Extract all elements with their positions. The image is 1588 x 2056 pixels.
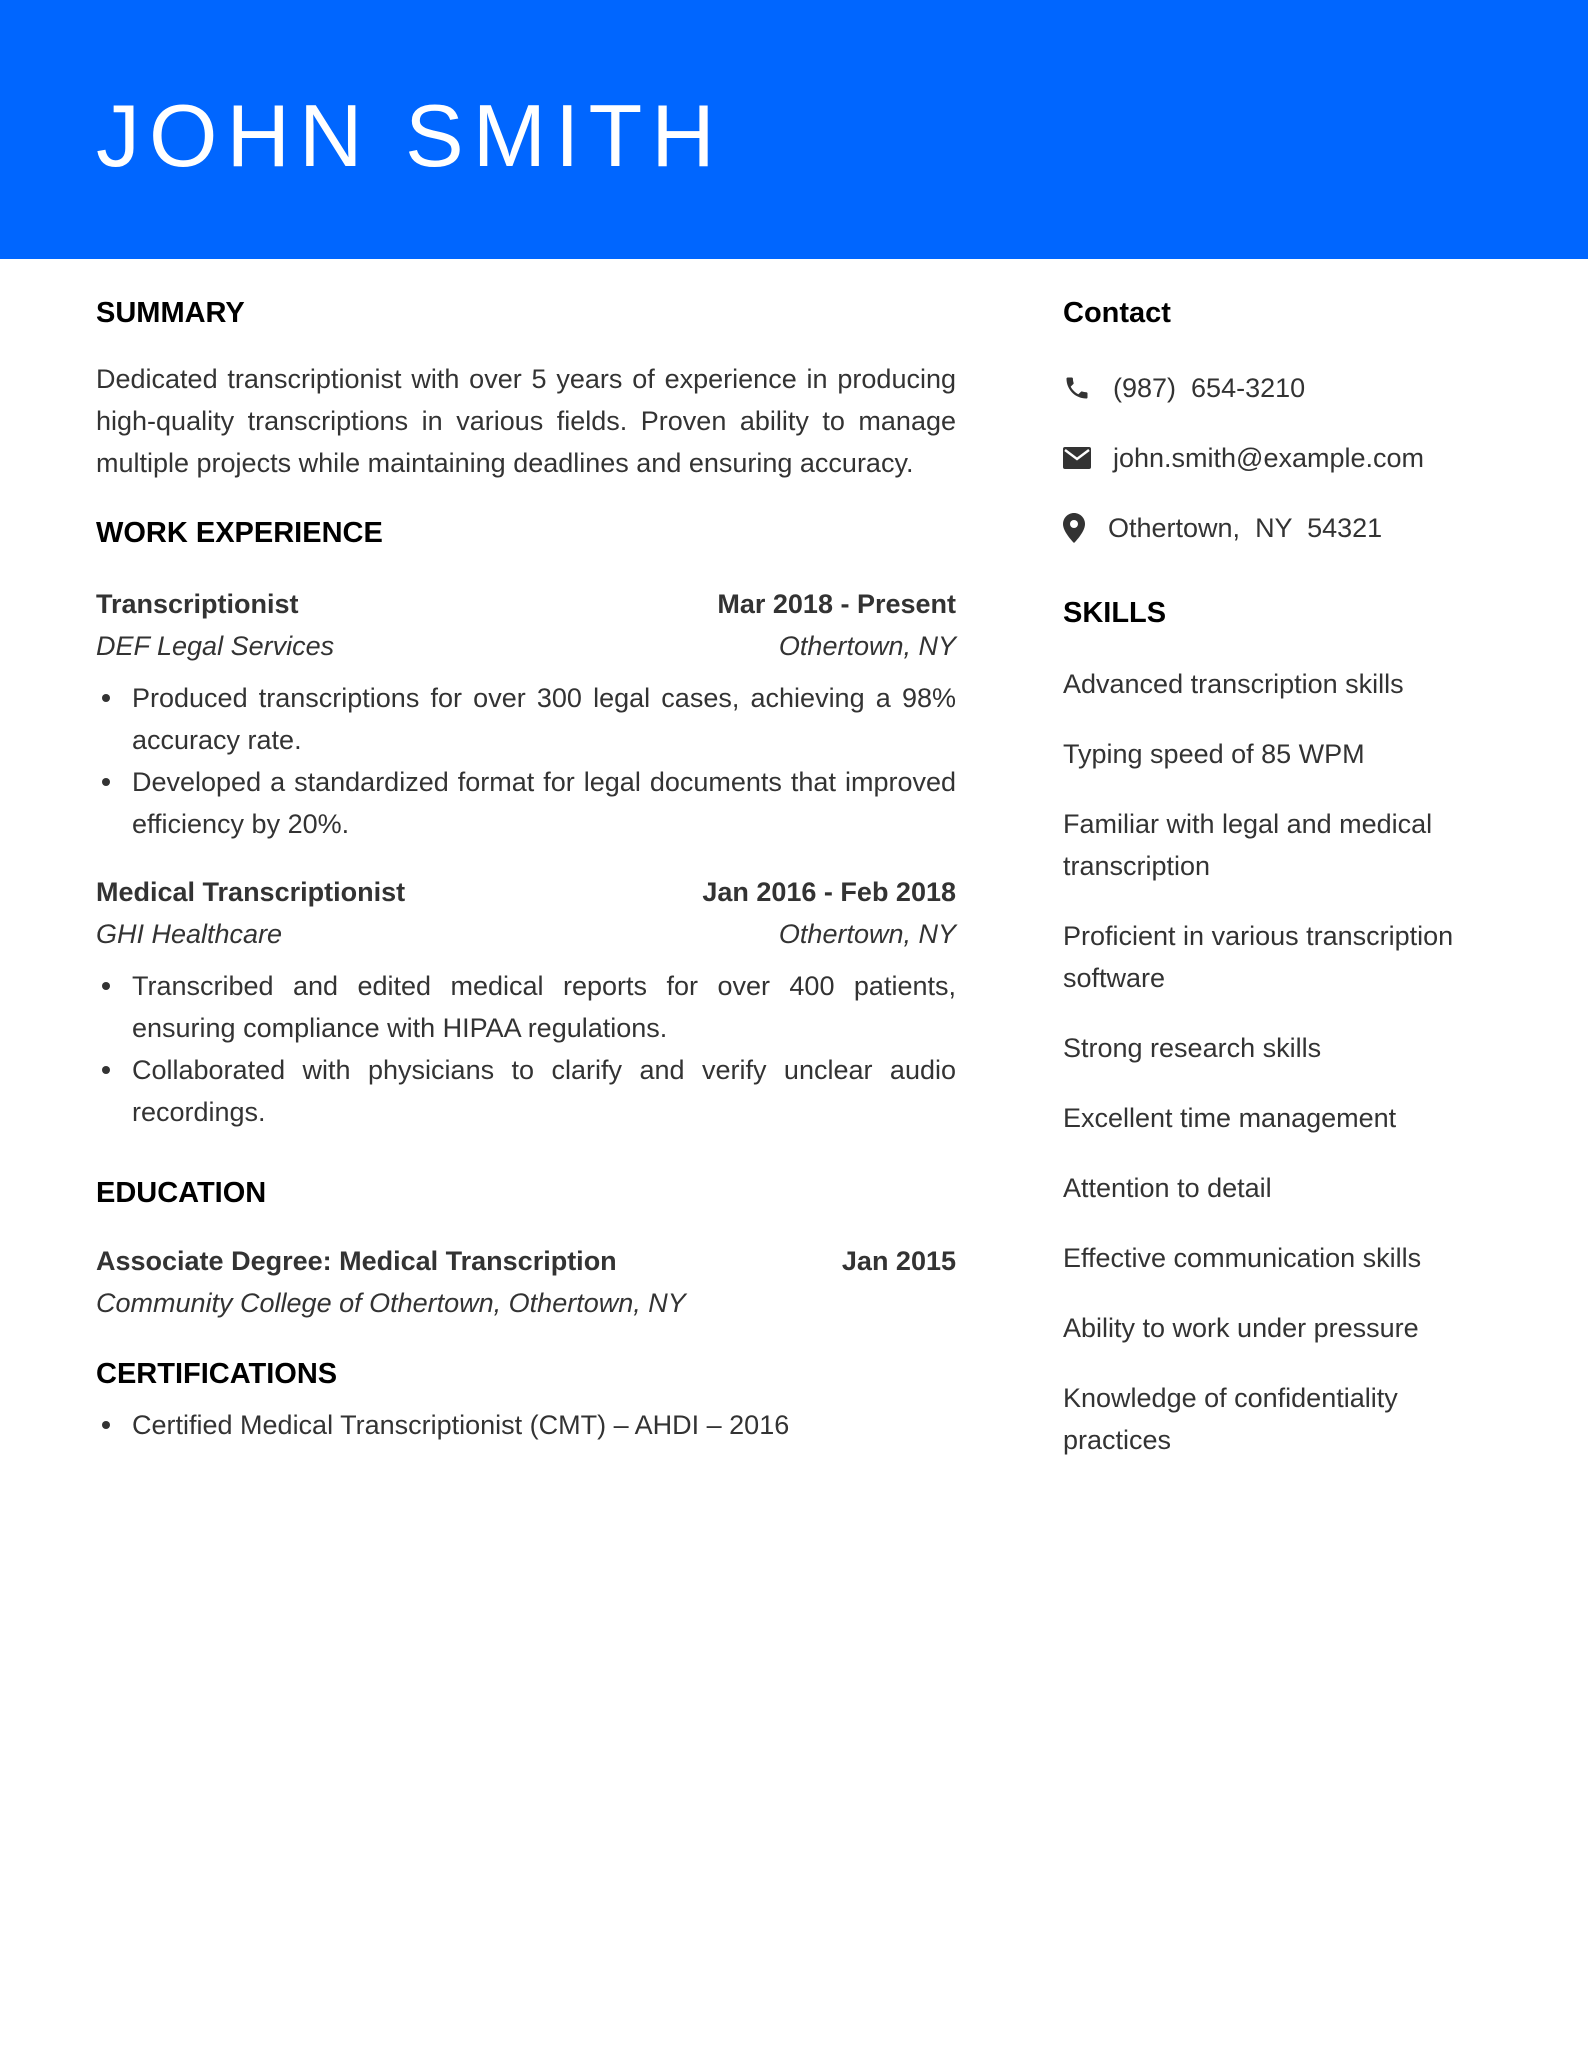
job-title: Medical Transcriptionist [96, 877, 406, 907]
job-entry [96, 871, 956, 1133]
phone-number: (987) 654-3210 [1113, 372, 1306, 403]
job-company: GHI Healthcare [96, 919, 283, 949]
skills-list [1063, 663, 1503, 1461]
bullet-dot-icon [102, 1421, 110, 1429]
job-location: Othertown, NY [778, 919, 956, 949]
envelope-icon [1063, 437, 1113, 479]
summary-section [96, 293, 956, 484]
school-name: Community College of Othertown, Othertown, NY [96, 1288, 686, 1318]
skill-item: Excellent time management [1063, 1103, 1397, 1133]
certifications-list [96, 1404, 956, 1446]
job-bullets [96, 965, 956, 1133]
summary-heading: SUMMARY [96, 297, 245, 329]
skill-item: Typing speed of 85 WPM [1063, 739, 1365, 769]
work-experience-section [96, 513, 956, 1133]
contact-heading: Contact [1063, 297, 1171, 329]
skill-item: Proficient in various transcription software [1063, 921, 1454, 993]
education-section [96, 1173, 956, 1324]
skill-item: Advanced transcription skills [1063, 669, 1404, 699]
certifications-heading: CERTIFICATIONS [96, 1358, 338, 1390]
bullet-dot-icon [102, 982, 110, 990]
contact-section [1063, 293, 1503, 549]
bullet-dot-icon [102, 694, 110, 702]
sidebar-column [1063, 293, 1503, 1489]
skills-heading: SKILLS [1063, 597, 1167, 629]
degree-date: Jan 2015 [841, 1246, 956, 1276]
skill-item: Ability to work under pressure [1063, 1313, 1419, 1343]
job-bullet: Collaborated with physicians to clarify and verify unclear audio recordings. [132, 1049, 956, 1133]
job-title: Transcriptionist [96, 589, 299, 619]
job-bullet: Developed a standardized format for legal documents that improved efficiency by 20%. [132, 761, 956, 845]
phone-icon [1063, 367, 1113, 409]
bullet-dot-icon [102, 1066, 110, 1074]
location-text: Othertown, NY 54321 [1108, 512, 1383, 543]
contact-location [1063, 507, 1503, 549]
degree-title: Associate Degree: Medical Transcription [96, 1246, 617, 1276]
summary-text: Dedicated transcriptionist with over 5 years of experience in producing high-quality transcriptions in various fields. Proven ability to manage multiple projects while maintaining deadlines and ensuring accuracy. [96, 364, 956, 478]
skill-item: Effective communication skills [1063, 1243, 1422, 1273]
skills-section [1063, 593, 1503, 1461]
candidate-name: JOHN SMITH [96, 86, 724, 185]
education-heading: EDUCATION [96, 1177, 267, 1209]
certifications-section [96, 1354, 956, 1446]
job-bullet: Produced transcriptions for over 300 legal cases, achieving a 98% accuracy rate. [132, 677, 956, 761]
skill-item: Attention to detail [1063, 1173, 1272, 1203]
header-banner [0, 0, 1588, 259]
education-entry [96, 1240, 956, 1324]
skill-item: Familiar with legal and medical transcription [1063, 809, 1433, 881]
job-entry [96, 583, 956, 845]
job-dates: Mar 2018 - Present [717, 589, 956, 619]
job-bullet: Transcribed and edited medical reports for over 400 patients, ensuring compliance with HIPAA regulations. [132, 965, 956, 1049]
work-experience-heading: WORK EXPERIENCE [96, 517, 383, 549]
email-address: john.smith@example.com [1113, 442, 1425, 473]
skill-item: Knowledge of confidentiality practices [1063, 1383, 1398, 1455]
certification-item: Certified Medical Transcriptionist (CMT) – AHDI – 2016 [132, 1404, 956, 1446]
job-location: Othertown, NY [778, 631, 956, 661]
map-marker-icon [1063, 507, 1108, 549]
contact-phone [1063, 367, 1503, 409]
job-company: DEF Legal Services [96, 631, 335, 661]
main-column [96, 293, 956, 1446]
bullet-dot-icon [102, 778, 110, 786]
job-dates: Jan 2016 - Feb 2018 [702, 877, 956, 907]
job-bullets [96, 677, 956, 845]
skill-item: Strong research skills [1063, 1033, 1322, 1063]
contact-email [1063, 437, 1503, 479]
